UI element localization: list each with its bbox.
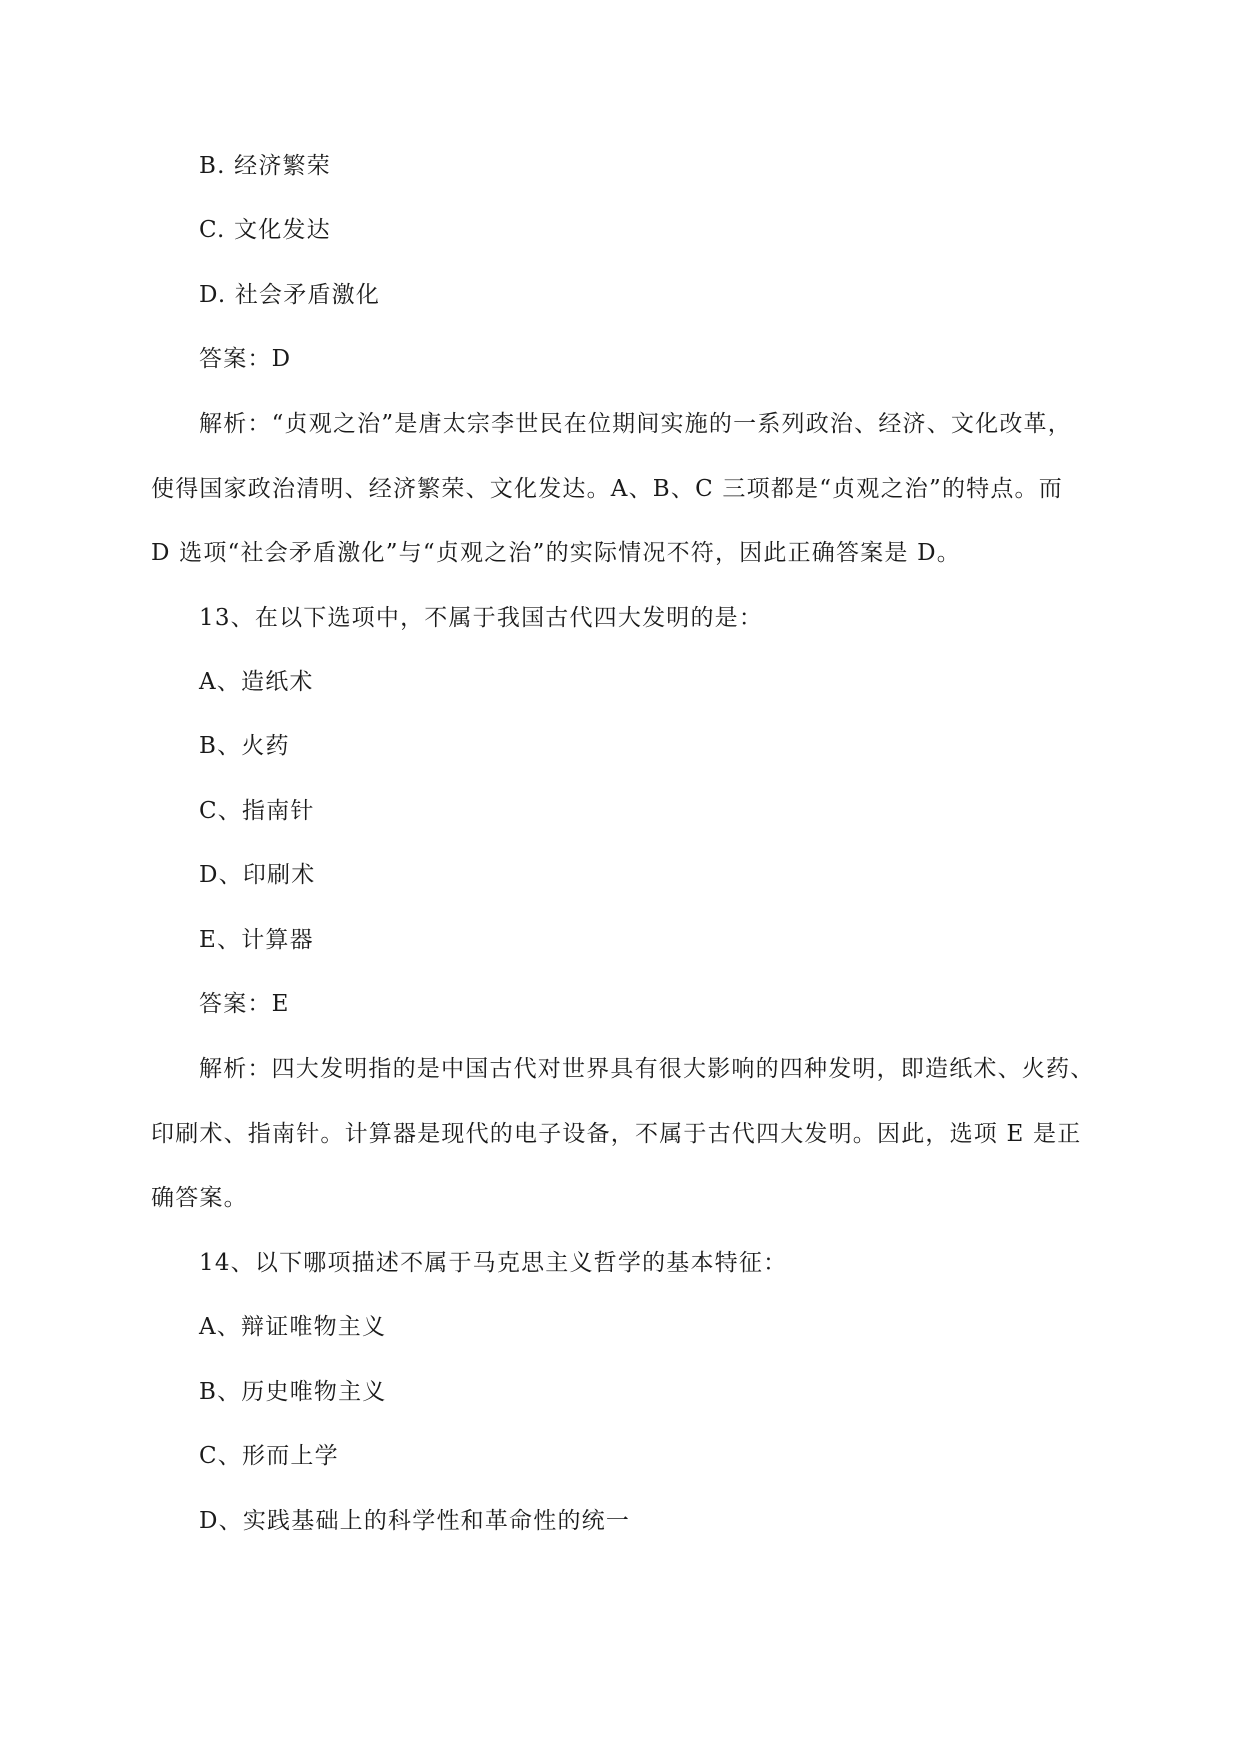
q12-analysis-line-2: 使得国家政治清明、经济繁荣、文化发达。A、B、C 三项都是“贞观之治”的特点。而 (151, 476, 1063, 502)
q13-option-b: B、火药 (199, 733, 290, 759)
q12-analysis-line-3: D 选项“社会矛盾激化”与“贞观之治”的实际情况不符，因此正确答案是 D。 (151, 540, 961, 566)
q13-question: 13、在以下选项中，不属于我国古代四大发明的是： (199, 605, 764, 631)
q14-question: 14、以下哪项描述不属于马克思主义哲学的基本特征： (199, 1250, 788, 1276)
q13-answer: 答案：E (199, 991, 290, 1017)
q13-analysis-line-3: 确答案。 (151, 1185, 248, 1211)
q13-analysis-line-2: 印刷术、指南针。计算器是现代的电子设备，不属于古代四大发明。因此，选项 E 是正 (151, 1121, 1082, 1147)
q14-option-c: C、形而上学 (199, 1443, 339, 1469)
q13-option-d: D、印刷术 (199, 862, 316, 888)
q12-option-d: D. 社会矛盾激化 (199, 282, 381, 308)
q13-option-a: A、造纸术 (199, 669, 314, 695)
q13-option-e: E、计算器 (199, 927, 314, 953)
q12-option-b: B. 经济繁荣 (199, 153, 331, 179)
q12-answer: 答案：D (199, 346, 292, 372)
q14-option-b: B、历史唯物主义 (199, 1379, 387, 1405)
q12-analysis-line-1: 解析：“贞观之治”是唐太宗李世民在位期间实施的一系列政治、经济、文化改革， (199, 411, 1072, 437)
q13-option-c: C、指南针 (199, 798, 315, 824)
q13-analysis-line-1: 解析：四大发明指的是中国古代对世界具有很大影响的四种发明，即造纸术、火药、 (199, 1056, 1095, 1082)
q14-option-a: A、辩证唯物主义 (199, 1314, 387, 1340)
q14-option-d: D、实践基础上的科学性和革命性的统一 (199, 1508, 631, 1534)
q12-option-c: C. 文化发达 (199, 217, 331, 243)
